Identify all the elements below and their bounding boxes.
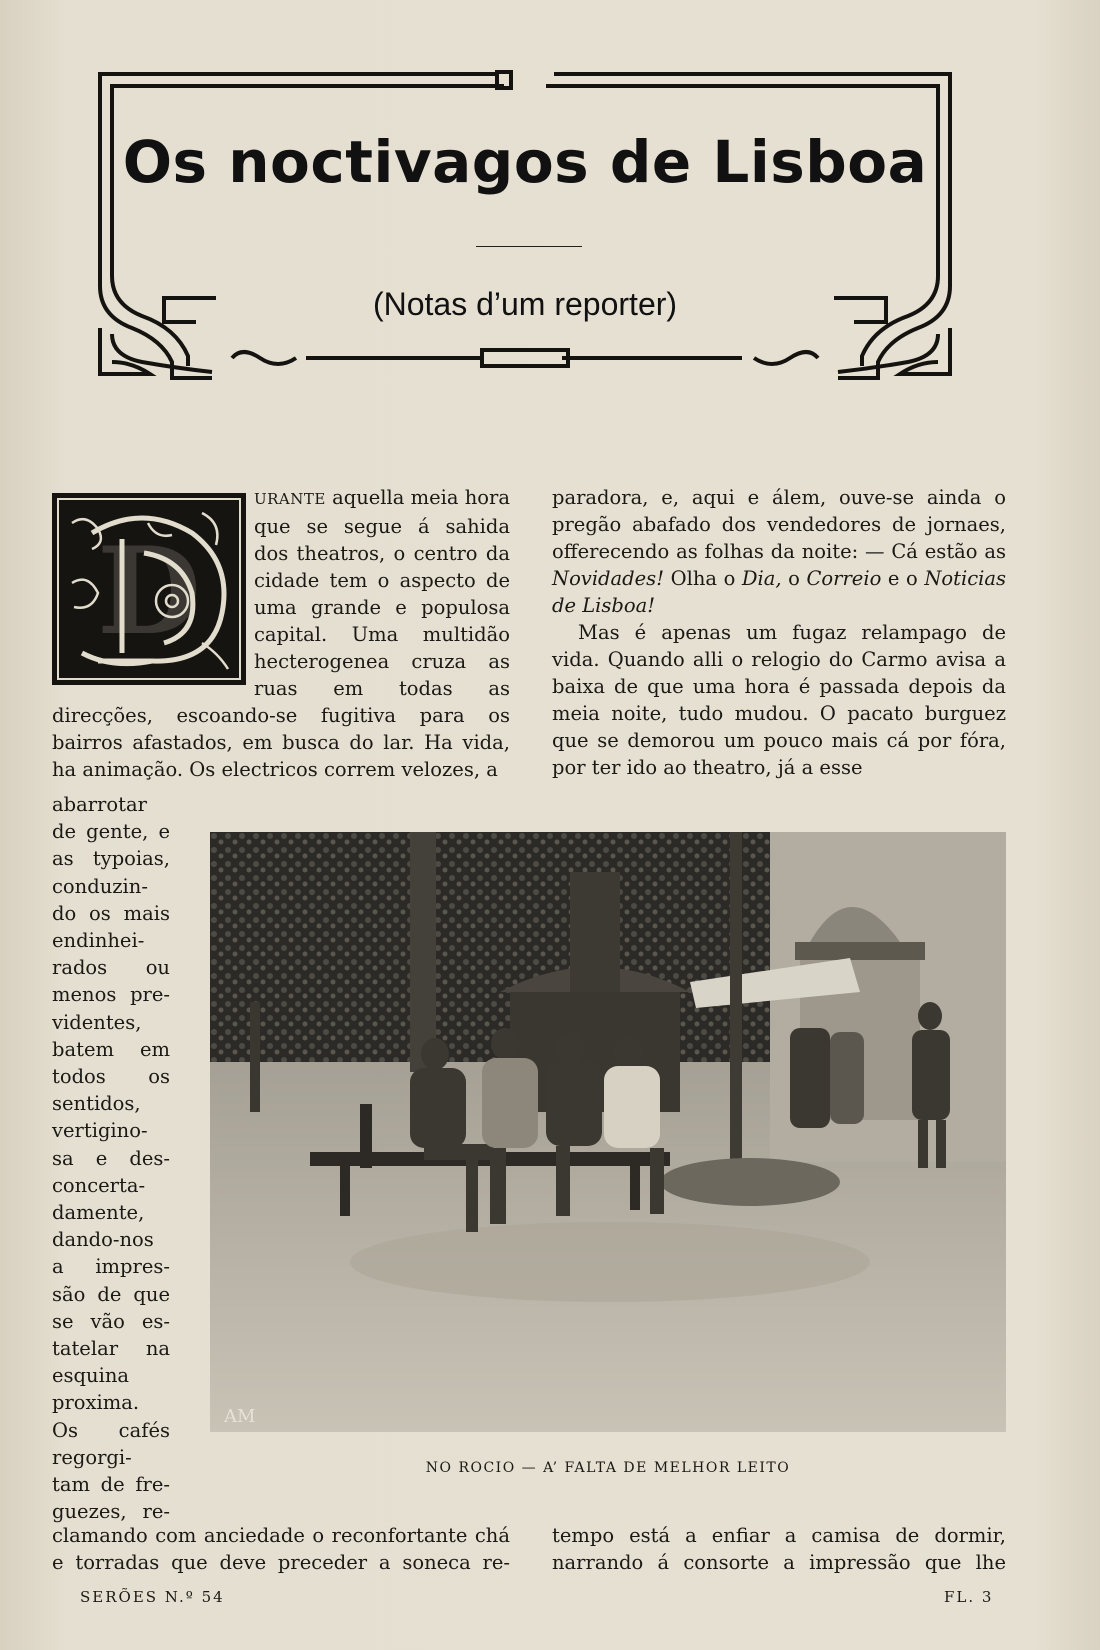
narrow-line: conduzin- bbox=[52, 874, 148, 898]
narrow-line: todos os bbox=[52, 1065, 170, 1089]
narrow-line: a impres- bbox=[52, 1255, 170, 1279]
dropcap-spacer bbox=[52, 484, 254, 686]
text-line: narrando á consorte a impressão que lhe bbox=[552, 1551, 1006, 1574]
text-line: clamando com anciedade o reconfortante chá bbox=[52, 1524, 510, 1547]
newspaper-dia: Dia, bbox=[741, 567, 782, 590]
narrow-line: endinhei- bbox=[52, 929, 145, 953]
men-on-bench-photo-icon bbox=[210, 832, 1006, 1432]
narrow-line: concerta- bbox=[52, 1173, 146, 1197]
right-paragraph-1: paradora, e, aqui e álem, ouve-se ainda o pregão abafado dos vendedores de jornaes, offerecendo as folhas da noite: — Cá estão as Novidades! Olha o Dia, o Correio e o Noticias de Lisboa! bbox=[552, 486, 1006, 617]
narrow-line: batem em bbox=[52, 1037, 170, 1061]
narrow-column-text bbox=[52, 791, 170, 1525]
narrow-line: regorgi- bbox=[52, 1445, 132, 1469]
article-title: Os noctivagos de Lisboa bbox=[122, 128, 928, 196]
narrow-line: rados ou bbox=[52, 956, 170, 980]
narrow-line: são de que bbox=[52, 1282, 170, 1306]
narrow-line: tatelar na bbox=[52, 1337, 170, 1361]
title-divider bbox=[476, 246, 582, 247]
newspaper-novidades: Novidades! bbox=[552, 567, 665, 590]
lead-smallcaps: URANTE bbox=[254, 490, 326, 508]
narrow-line: as typoias, bbox=[52, 847, 170, 871]
narrow-line: tam de fre- bbox=[52, 1473, 170, 1497]
bottom-right-text bbox=[552, 1522, 1006, 1576]
narrow-line: se vão es- bbox=[52, 1309, 170, 1333]
newspaper-correio: Correio bbox=[806, 567, 882, 590]
right-paragraph-2: Mas é apenas um fugaz relampago de vida. Quando alli o relogio do Carmo avisa a baixa de que uma hora é passada depois da meia noite, tudo mudou. O pacato burguez que se demorou um pouco mais cá por fóra, por ter ido ao theatro, já a esse bbox=[552, 621, 1006, 779]
narrow-line: dando-nos bbox=[52, 1228, 154, 1252]
narrow-line: vertigino- bbox=[52, 1119, 148, 1143]
narrow-line: guezes, re- bbox=[52, 1500, 170, 1524]
art-nouveau-border-icon bbox=[92, 66, 958, 406]
photo-signature: AM bbox=[224, 1406, 256, 1427]
narrow-line: de gente, e bbox=[52, 820, 170, 844]
narrow-line: videntes, bbox=[52, 1010, 142, 1034]
article-subtitle: (Notas d’um reporter) bbox=[372, 286, 678, 322]
photo-caption: NO ROCIO — A’ FALTA DE MELHOR LEITO bbox=[425, 1460, 791, 1476]
text-line: e torradas que deve preceder a soneca re- bbox=[52, 1551, 510, 1574]
narrow-line: esquina bbox=[52, 1364, 130, 1388]
bottom-left-text bbox=[52, 1522, 510, 1576]
left-column-text bbox=[52, 484, 510, 783]
narrow-line: menos pre- bbox=[52, 983, 170, 1007]
street-photograph bbox=[210, 832, 1006, 1432]
svg-text:D: D bbox=[96, 521, 202, 662]
text-line: tempo está a enfiar a camisa de dormir, bbox=[552, 1524, 1006, 1547]
left-column-body: aquella meia hora que se segue á sahida dos theatros, o centro da cidade tem o aspecto de uma grande e populosa capital. Uma multidão hecterogenea cruza as ruas em todas as direcções, escoando-se fugitiva para os bairros afastados, em busca do lar. Ha vida, ha animação. Os electricos correm velozes, a bbox=[52, 486, 510, 781]
narrow-line: proxima. bbox=[52, 1391, 140, 1415]
narrow-line: sentidos, bbox=[52, 1092, 141, 1116]
narrow-line: do os mais bbox=[52, 901, 170, 925]
right-column-text bbox=[552, 484, 1006, 781]
ornamental-header-frame bbox=[92, 66, 958, 406]
narrow-line: Os cafés bbox=[52, 1418, 170, 1442]
page-number: FL. 3 bbox=[944, 1588, 994, 1606]
issue-number: SERÕES N.º 54 bbox=[80, 1588, 225, 1606]
narrow-line: sa e des- bbox=[52, 1146, 170, 1170]
narrow-line: abarrotar bbox=[52, 793, 147, 816]
narrow-line: damente, bbox=[52, 1201, 145, 1225]
newspaper-noticias: Noticias de Lisboa! bbox=[552, 567, 1006, 617]
